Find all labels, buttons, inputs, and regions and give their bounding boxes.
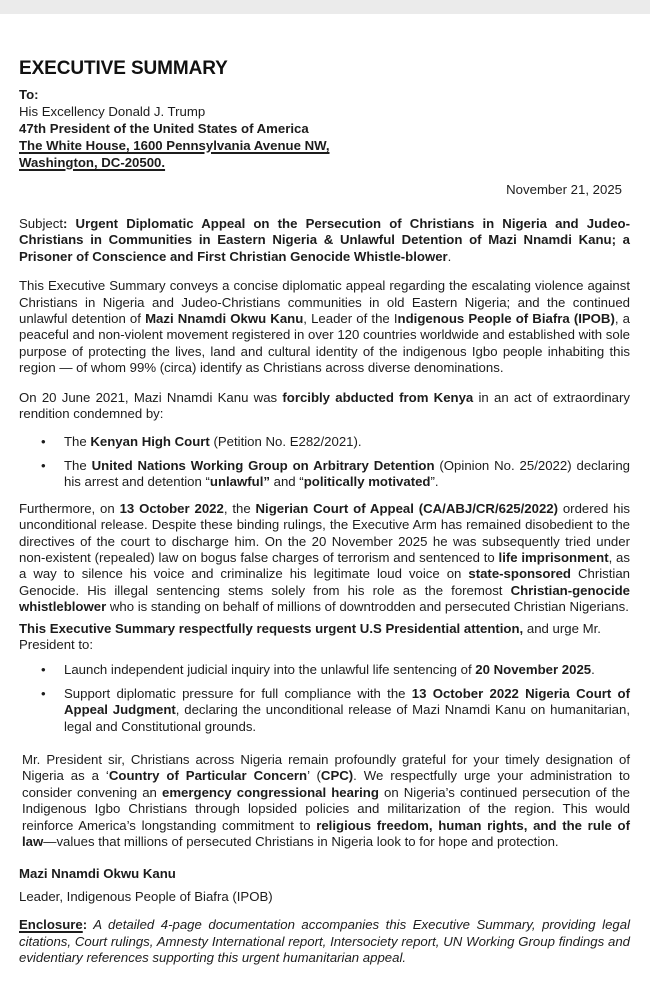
recipient-address-line1: The White House, 1600 Pennsylvania Avenue NW, [19,138,330,153]
list-item: • The Kenyan High Court (Petition No. E282/2021). [41,434,630,450]
subject-colon: : [63,216,76,231]
enclosure-note: Enclosure: A detailed 4-page documentation accompanies this Executive Summary, providing legal citations, Court rulings, Amnesty International report, Intersociety report, UN Working Group findings and evidentiary references supporting this urgent humanitarian appeal. [19,917,630,966]
requests-list [19,662,630,735]
recipient-name: His Excellency Donald J. Trump [19,104,206,119]
recipient-block [19,86,630,171]
recipient-office: 47th President of the United States of America [19,121,309,136]
signer-name: Mazi Nnamdi Okwu Kanu [19,866,176,882]
request-paragraph: This Executive Summary respectfully requests urgent U.S Presidential attention, and urge Mr. President to: [19,620,601,652]
list-item: • Launch independent judicial inquiry into the unlawful life sentencing of 20 November 2025. [41,662,630,678]
signer-role: Leader, Indigenous People of Biafra (IPOB) [19,888,273,904]
court-paragraph: Furthermore, on 13 October 2022, the Nigerian Court of Appeal (CA/ABJ/CR/625/2022) ordered his unconditional release. Despite these binding rulings, the Executive Arm has remained disobedient to the directives of the court to discharge him. On the 20 November 2025 he was subsequently tried under non-existent (repealed) law on bogus false charges of terrorism and sentenced to life imprisonment, as a way to silence his voice and criminalize his legitimate loud voice on state-sponsored Christian Genocide. His illegal sentencing stems solely from his role as the foremost Christian-genocide whistleblower who is standing on behalf of millions of downtrodden and persecuted Christian Nigerians. [19,500,630,615]
enclosure-label: Enclosure [19,917,83,933]
document-page [19,58,630,966]
document-title: EXECUTIVE SUMMARY [19,58,228,79]
intro-paragraph: This Executive Summary conveys a concise diplomatic appeal regarding the escalating violence against Christians in Nigeria and Judeo-Christians communities in old Eastern Nigeria; and the continued unlawful detention of Mazi Nnamdi Okwu Kanu, Leader of the Indigenous People of Biafra (IPOB), a peaceful and non-violent movement registered in over 120 countries worldwide and established with sole purpose of protecting the lives, land and cultural identity of the indigenous Igbo people inhabiting this region — of whom 99% (circa) identify as Christians across diverse denominations. [19,278,630,376]
subject-line: Subject: Urgent Diplomatic Appeal on the Persecution of Christians in Nigeria and Judeo-Christians in Communities in Eastern Nigeria & Unlawful Detention of Mazi Nnamdi Kanu; a Prisoner of Conscience and First Christian Genocide Whistle-blower. [19,216,630,264]
subject-text: Urgent Diplomatic Appeal on the Persecution of Christians in Nigeria and Judeo-Christians in Communities in Eastern Nigeria & Unlawful Detention of Mazi Nnamdi Kanu; a Prisoner of Conscience and First Christian Genocide Whistle-blower [19,216,630,264]
to-label: To: [19,87,39,102]
list-item: • Support diplomatic pressure for full compliance with the 13 October 2022 Nigeria Court of Appeal Judgment, declaring the unconditional release of Mazi Nnamdi Kanu on humanitarian, legal and Constitutional grounds. [41,686,630,735]
abduction-paragraph: On 20 June 2021, Mazi Nnamdi Kanu was forcibly abducted from Kenya in an act of extraordinary rendition condemned by: [19,389,630,422]
subject-label: Subject [19,216,63,231]
document-date: November 21, 2025 [506,182,622,197]
appeal-paragraph: Mr. President sir, Christians across Nigeria remain profoundly grateful for your timely designation of Nigeria as a ‘Country of Particular Concern’ (CPC). We respectfully urge your administration to consider convening an emergency congressional hearing on Nigeria’s continued persecution of the Indigenous Igbo Christians through lopsided policies and militarization of the region. This would reinforce America’s longstanding commitment to religious freedom, human rights, and the rule of law—values that millions of persecuted Christians in Nigeria look to for hope and protection. [22,751,631,849]
list-item: • The United Nations Working Group on Arbitrary Detention (Opinion No. 25/2022) declaring his arrest and detention “unlawful” and “politically motivated”. [41,458,630,491]
enclosure-text: A detailed 4-page documentation accompanies this Executive Summary, providing legal citations, Court rulings, Amnesty International report, Intersociety report, UN Working Group findings and evidentiary references supporting this urgent humanitarian appeal. [19,917,630,966]
top-band [0,0,650,14]
recipient-address-line2: Washington, DC-20500. [19,155,166,170]
condemnations-list [19,434,630,490]
